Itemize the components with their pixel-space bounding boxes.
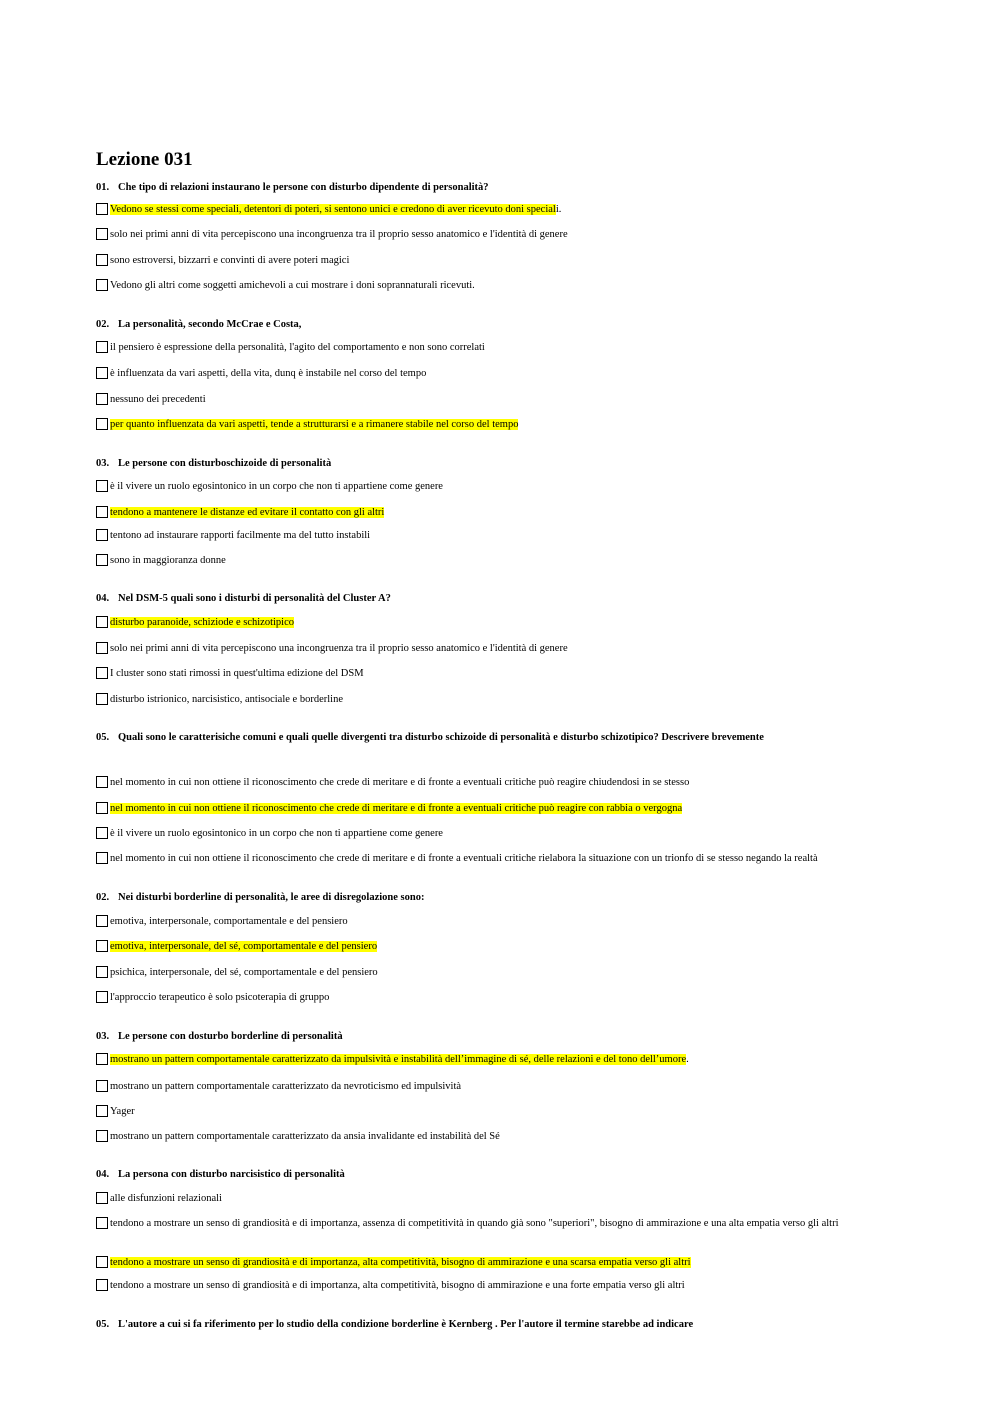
answer-text: solo nei primi anni di vita percepiscono una incongruenza tra il proprio sesso anatomico e l'identità di genere [110,229,568,240]
answer-option[interactable] [96,554,886,567]
answer-checkbox[interactable] [96,827,108,839]
answer-text: mostrano un pattern comportamentale caratterizzato da nevroticismo ed impulsività [110,1081,462,1092]
answer-checkbox[interactable] [96,776,108,788]
answer-checkbox[interactable] [96,940,108,952]
answer-text: Vedono gli altri come soggetti amichevoli a cui mostrare i doni soprannaturali ricevuti. [110,280,475,291]
answer-text: è influenzata da vari aspetti, della vita, dunq è instabile nel corso del tempo [110,368,427,379]
question-text: La persona con disturbo narcisistico di personalità [118,1169,345,1180]
answer-text: disturbo istrionico, narcisistico, antisociale e borderline [110,694,343,705]
question-number: 05. [96,1319,110,1330]
answer-checkbox[interactable] [96,367,108,379]
correct-answer-text: tendono a mantenere le distanze ed evitare il contatto con gli altri [110,507,385,518]
answer-checkbox[interactable] [96,966,108,978]
answer-option[interactable] [96,418,886,431]
answer-option[interactable] [96,693,886,706]
answer-checkbox[interactable] [96,915,108,927]
answer-option[interactable] [96,667,886,680]
answer-text: I cluster sono stati rimossi in quest'ultima edizione del DSM [110,668,364,679]
question-text: La personalità, secondo McCrae e Costa, [118,319,302,330]
answer-text: tendono a mostrare un senso di grandiosità e di importanza, alta competitività, bisogno di ammirazione e una forte empatia verso gli altri [110,1280,685,1291]
answer-option[interactable] [96,642,886,655]
correct-answer-text: disturbo paranoide, schiziode e schizotipico [110,617,294,628]
answer-text: tendono a mostrare un senso di grandiosità e di importanza, assenza di competitività in quando già sono "superiori", bisogno di ammirazione e una alta empatia verso gli altri [110,1218,839,1229]
question-text: L'autore a cui si fa riferimento per lo studio della condizione borderline è Kernberg . Per l'autore il termine starebbe ad indicare [118,1319,694,1330]
answer-checkbox[interactable] [96,616,108,628]
answer-checkbox[interactable] [96,991,108,1003]
answer-text: il pensiero è espressione della personalità, l'agito del comportamento e non sono correlati [110,342,485,353]
answer-checkbox[interactable] [96,480,108,492]
correct-answer-text: Vedono se stessi come speciali, detentori di poteri, si sentono unici e credono di aver ricevuto doni special [110,204,556,215]
answer-checkbox[interactable] [96,254,108,266]
question-2 [96,318,301,332]
answer-option[interactable] [96,991,886,1004]
question-text: Nel DSM-5 quali sono i disturbi di personalità del Cluster A? [118,593,391,604]
answer-text: alle disfunzioni relazionali [110,1193,222,1204]
answer-checkbox[interactable] [96,1080,108,1092]
question-number: 04. [96,593,110,604]
answer-checkbox[interactable] [96,506,108,518]
answer-option[interactable] [96,852,886,865]
answer-checkbox[interactable] [96,1279,108,1291]
question-number: 03. [96,458,110,469]
answer-option[interactable] [96,966,886,979]
answer-checkbox[interactable] [96,667,108,679]
answer-checkbox[interactable] [96,642,108,654]
correct-answer-text: tendono a mostrare un senso di grandiosità e di importanza, alta competitività, bisogno di ammirazione e una scarsa empatia verso gli altri [110,1257,691,1268]
answer-text: solo nei primi anni di vita percepiscono una incongruenza tra il proprio sesso anatomico e l'identità di genere [110,643,568,654]
question-number: 04. [96,1169,110,1180]
answer-checkbox[interactable] [96,393,108,405]
question-number: 03. [96,1031,110,1042]
answer-text-tail: . [686,1054,689,1065]
answer-option[interactable] [96,480,886,493]
answer-checkbox[interactable] [96,1105,108,1117]
answer-text: sono estroversi, bizzarri e convinti di avere poteri magici [110,255,350,266]
question-text: Nei disturbi borderline di personalità, le aree di disregolazione sono: [118,892,425,903]
answer-option[interactable] [96,802,886,815]
answer-option[interactable] [96,1130,886,1143]
answer-checkbox[interactable] [96,802,108,814]
answer-checkbox[interactable] [96,1217,108,1229]
question-number: 02. [96,892,110,903]
answer-checkbox[interactable] [96,1192,108,1204]
answer-option[interactable] [96,1053,886,1066]
answer-text: psichica, interpersonale, del sé, comportamentale e del pensiero [110,967,378,978]
answer-text: nessuno dei precedenti [110,394,206,405]
answer-option[interactable] [96,915,886,928]
answer-option[interactable] [96,203,886,216]
question-7 [96,1030,343,1044]
lesson-title: Lezione 031 [96,149,193,170]
correct-answer-text: per quanto influenzata da vari aspetti, tende a strutturarsi e a rimanere stabile nel corso del tempo [110,419,519,430]
question-number: 02. [96,319,110,330]
answer-text: nel momento in cui non ottiene il riconoscimento che crede di meritare e di fronte a eventuali critiche rielabora la situazione con un trionfo di se stesso negando la realtà [110,853,818,864]
answer-option[interactable] [96,279,886,292]
answer-checkbox[interactable] [96,1130,108,1142]
answer-checkbox[interactable] [96,418,108,430]
answer-option[interactable] [96,254,886,267]
answer-checkbox[interactable] [96,279,108,291]
answer-option[interactable] [96,1217,886,1230]
answer-option[interactable] [96,616,886,629]
question-3 [96,457,331,471]
answer-option[interactable] [96,529,886,542]
answer-text: tentono ad instaurare rapporti facilmente ma del tutto instabili [110,530,371,541]
answer-text: sono in maggioranza donne [110,555,226,566]
answer-option[interactable] [96,228,886,241]
answer-option[interactable] [96,1192,886,1205]
answer-text: emotiva, interpersonale, comportamentale e del pensiero [110,916,348,927]
answer-option[interactable] [96,1105,886,1118]
answer-option[interactable] [96,506,886,519]
answer-text: l'approccio terapeutico è solo psicoterapia di gruppo [110,992,330,1003]
question-5 [96,731,764,745]
correct-answer-text: nel momento in cui non ottiene il riconoscimento che crede di meritare e di fronte a eventuali critiche può reagire con rabbia o vergogna [110,803,683,814]
question-1 [96,181,489,195]
correct-answer-text: emotiva, interpersonale, del sé, comportamentale e del pensiero [110,941,378,952]
answer-option[interactable] [96,1256,886,1269]
question-number: 01. [96,182,110,193]
answer-text: mostrano un pattern comportamentale caratterizzato da ansia invalidante ed instabilità del Sé [110,1131,500,1142]
question-9 [96,1318,693,1332]
correct-answer-text: mostrano un pattern comportamentale caratterizzato da impulsività e instabilità dell’immagine di sé, delle relazioni e del tono dell’umore [110,1054,687,1065]
question-8 [96,1168,345,1182]
answer-checkbox[interactable] [96,554,108,566]
answer-checkbox[interactable] [96,529,108,541]
answer-option[interactable] [96,827,886,840]
question-text: Che tipo di relazioni instaurano le persone con disturbo dipendente di personalità? [118,182,489,193]
question-text: Le persone con dosturbo borderline di personalità [118,1031,343,1042]
answer-checkbox[interactable] [96,1053,108,1065]
answer-checkbox[interactable] [96,203,108,215]
answer-option[interactable] [96,1279,886,1292]
answer-option[interactable] [96,367,886,380]
answer-text: è il vivere un ruolo egosintonico in un corpo che non ti appartiene come genere [110,828,443,839]
question-number: 05. [96,732,110,743]
answer-checkbox[interactable] [96,341,108,353]
answer-checkbox[interactable] [96,228,108,240]
answer-option[interactable] [96,1080,886,1093]
answer-text: Yager [110,1106,135,1117]
answer-option[interactable] [96,393,886,406]
question-text: Le persone con disturboschizoide di personalità [118,458,332,469]
answer-text: nel momento in cui non ottiene il riconoscimento che crede di meritare e di fronte a eventuali critiche può reagire chiudendosi in se stesso [110,777,690,788]
answer-option[interactable] [96,940,886,953]
answer-text-tail: i. [555,204,562,215]
answer-text: è il vivere un ruolo egosintonico in un corpo che non ti appartiene come genere [110,481,443,492]
answer-option[interactable] [96,776,886,789]
answer-checkbox[interactable] [96,693,108,705]
question-4 [96,592,391,606]
question-text: Quali sono le caratterisiche comuni e quali quelle divergenti tra disturbo schizoide di personalità e disturbo schizotipico? Descrivere brevemente [118,732,764,743]
answer-checkbox[interactable] [96,1256,108,1268]
answer-checkbox[interactable] [96,852,108,864]
answer-option[interactable] [96,341,886,354]
question-6 [96,891,424,905]
